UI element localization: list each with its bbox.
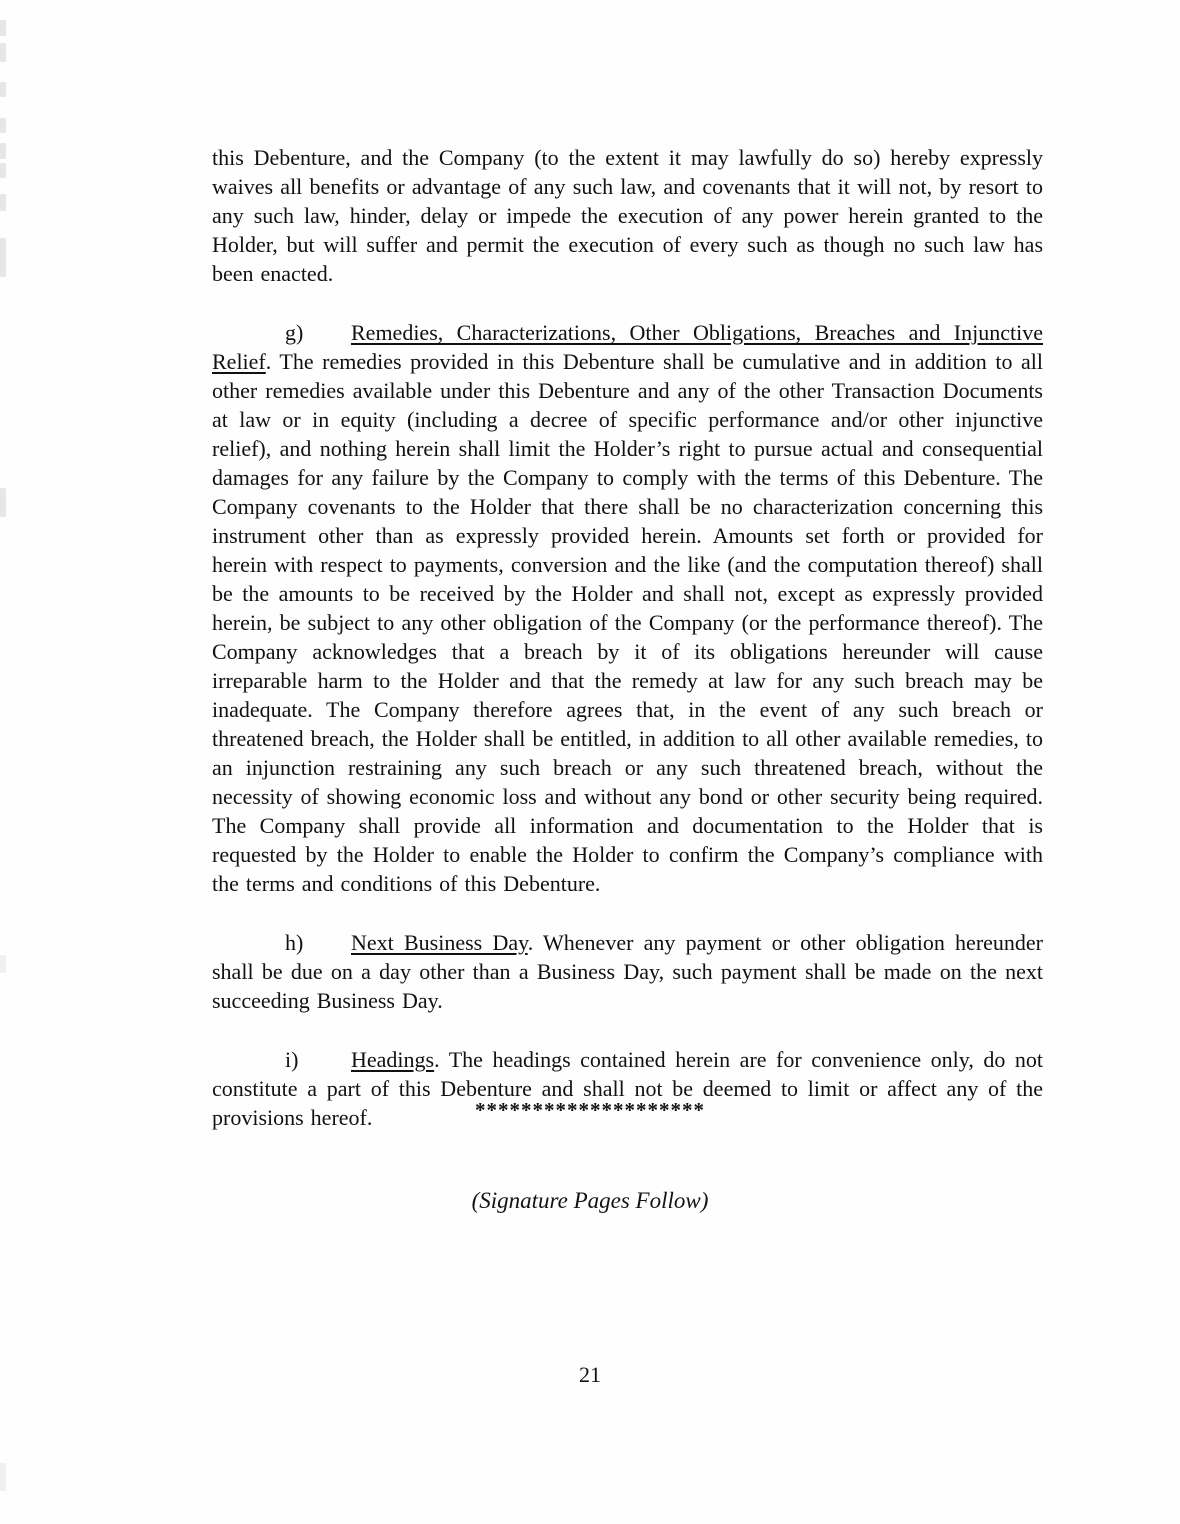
scan-artifact <box>0 955 6 973</box>
scan-artifact <box>0 20 6 36</box>
section-h-heading-period: . <box>527 930 544 955</box>
scan-artifact <box>0 82 6 97</box>
scan-artifact <box>0 43 6 62</box>
section-i-heading: Headings <box>351 1047 435 1072</box>
document-body <box>212 143 1043 1162</box>
section-g-label: g) <box>285 320 304 345</box>
scan-artifact <box>0 238 6 277</box>
intro-text: this Debenture, and the Company (to the extent it may lawfully do so) hereby expressly waives all benefits or advantage of any such law, and covenants that it will not, by resort to any such law, hinder, delay or impede the execution of any power herein granted to the Holder, but will suffer and permit the execution of every such as though no such law has been enacted. <box>212 145 1043 286</box>
section-h-heading: Next Business Day <box>351 930 528 955</box>
section-g-body: The remedies provided in this Debenture shall be cumulative and in addition to all other remedies available under this Debenture and any of the other Transaction Documents at law or in equity (including a decree of specific performance and/or other injunctive relief), and nothing herein shall limit the Holder’s right to pursue actual and consequential damages for any failure by the Company to comply with the terms of this Debenture. The Company covenants to the Holder that there shall be no characterization concerning this instrument other than as expressly provided herein. Amounts set forth or provided for herein with respect to payments, conversion and the like (and the computation thereof) shall be the amounts to be received by the Holder and shall not, except as expressly provided herein, be subject to any other obligation of the Company (or the performance thereof). The Company acknowledges that a breach by it of its obligations hereunder will cause irreparable harm to the Holder and that the remedy at law for any such breach may be inadequate. The Company therefore agrees that, in the event of any such breach or threatened breach, the Holder shall be entitled, in addition to all other available remedies, to an injunction restraining any such breach or any such threatened breach, without the necessity of showing economic loss and without any bond or other security being required. The Company shall provide all information and documentation to the Holder that is requested by the Holder to enable the Holder to confirm the Company’s compliance with the terms and conditions of this Debenture. <box>212 349 1043 896</box>
scan-artifact <box>0 118 6 133</box>
section-g <box>212 318 1043 898</box>
section-i-body: The headings contained herein are for convenience only, do not constitute a part of this Debenture and shall not be deemed to limit or affect any of the provisions hereof. <box>212 1047 1043 1130</box>
asterisk-separator: ******************** <box>475 1098 705 1122</box>
scan-artifact <box>0 143 6 159</box>
scan-artifact <box>0 1463 6 1491</box>
section-g-heading-period: . <box>265 349 280 374</box>
page-number: 21 <box>579 1362 601 1387</box>
section-h <box>212 928 1043 1015</box>
section-h-body: Whenever any payment or other obligation hereunder shall be due on a day other than a Business Day, such payment shall be made on the next succeeding Business Day. <box>212 930 1043 1013</box>
scan-artifact <box>0 194 6 211</box>
section-i-heading-period: . <box>434 1047 449 1072</box>
scan-artifact <box>0 488 6 517</box>
scan-artifact <box>0 163 6 178</box>
section-h-label: h) <box>285 930 304 955</box>
section-g-heading: Remedies, Characterizations, Other Obligations, Breaches and Injunctive Relief <box>212 320 1043 374</box>
paragraph-intro <box>212 143 1043 288</box>
signature-pages-note: (Signature Pages Follow) <box>471 1188 709 1213</box>
section-i-label: i) <box>285 1047 299 1072</box>
